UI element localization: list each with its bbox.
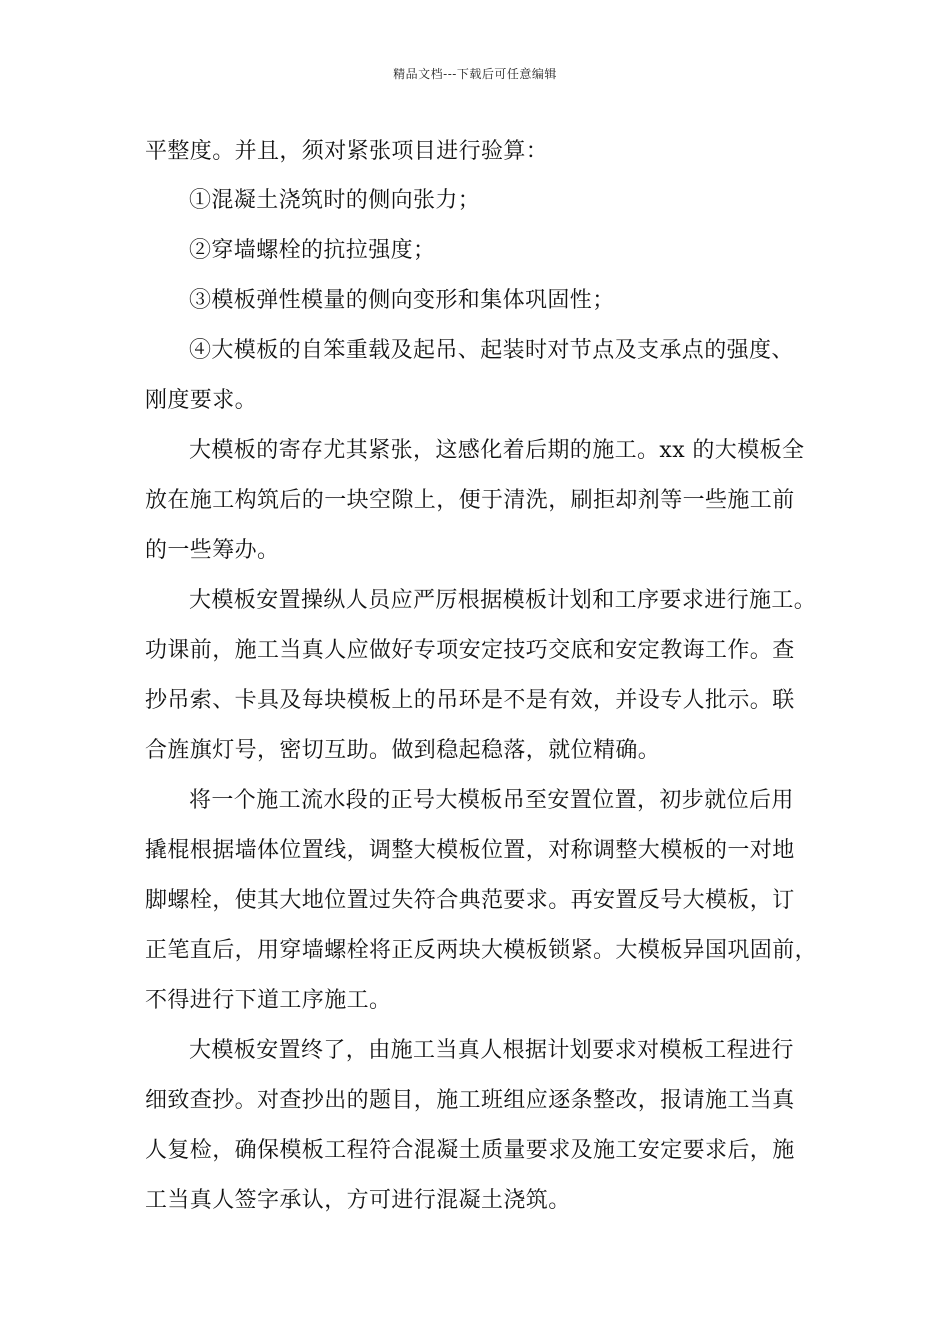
text-line: 的一些筹办。	[145, 538, 280, 563]
text-line: 工当真人签字承认，方可进行混凝土浇筑。	[145, 1188, 571, 1213]
text-line: 脚螺栓，使其大地位置过失符合典范要求。再安置反号大模板，订	[145, 888, 795, 913]
text-line: 合旌旗灯号，密切互助。做到稳起稳落，就位精确。	[145, 738, 661, 763]
text-line: 放在施工构筑后的一块空隙上，便于清洗，刷拒却剂等一些施工前	[145, 488, 795, 513]
text-line: 将一个施工流水段的正号大模板吊至安置位置，初步就位后用	[189, 788, 794, 813]
text-line: 不得进行下道工序施工。	[145, 988, 392, 1013]
page-header: 精品文档---下载后可任意编辑	[393, 67, 557, 81]
text-line: 大模板安置终了，由施工当真人根据计划要求对模板工程进行	[189, 1038, 794, 1063]
text-line: 撬棍根据墙体位置线，调整大模板位置，对称调整大模板的一对地	[145, 838, 795, 863]
text-line: 平整度。并且，须对紧张项目进行验算：	[145, 139, 549, 164]
text-line: 抄吊索、卡具及每块模板上的吊环是不是有效，并设专人批示。联	[145, 688, 795, 713]
text-line: ①混凝土浇筑时的侧向张力；	[189, 188, 481, 213]
text-line: 大模板的寄存尤其紧张，这感化着后期的施工。xx 的大模板全	[189, 438, 805, 463]
text-line: 细致查抄。对查抄出的题目，施工班组应逐条整改，报请施工当真	[145, 1088, 795, 1113]
text-line: ③模板弹性模量的侧向变形和集体巩固性；	[189, 288, 615, 313]
text-line: 正笔直后，用穿墙螺栓将正反两块大模板锁紧。大模板异国巩固前，	[145, 938, 818, 963]
text-line: 大模板安置操纵人员应严厉根据模板计划和工序要求进行施工。	[189, 588, 817, 613]
text-line: ④大模板的自笨重载及起吊、起装时对节点及支承点的强度、	[189, 338, 794, 363]
text-line: 功课前，施工当真人应做好专项安定技巧交底和安定教诲工作。查	[145, 638, 795, 663]
text-line: ②穿墙螺栓的抗拉强度；	[189, 238, 436, 263]
text-line: 人复检，确保模板工程符合混凝土质量要求及施工安定要求后，施	[145, 1138, 795, 1163]
text-line: 刚度要求。	[145, 388, 258, 413]
